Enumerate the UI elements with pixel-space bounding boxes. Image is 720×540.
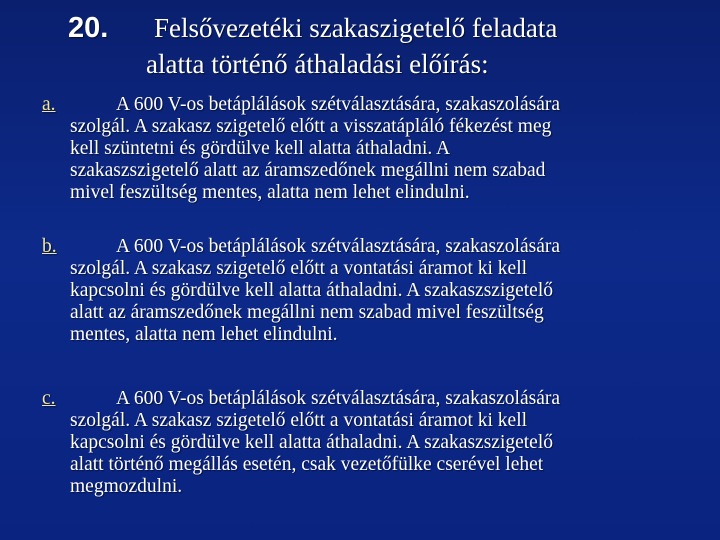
answer-option-b[interactable] [42,236,682,346]
option-text: A 600 V-os betáplálások szétválasztására, szakaszolására [116,388,561,409]
slide-title [68,10,698,82]
option-line [42,388,682,410]
option-letter-a[interactable]: a. [42,94,56,115]
answer-option-c[interactable] [42,388,682,498]
option-text: A 600 V-os betáplálások szétválasztására, szakaszolására [116,236,561,257]
title-line-2: alatta történő áthaladási előírás: [146,49,489,79]
option-text: megmozdulni. [70,476,183,497]
option-text: kell szüntetni és gördülve kell alatta áthaladni. A [70,138,451,159]
answer-option-a[interactable] [42,94,682,204]
option-text: szolgál. A szakasz szigetelő előtt a vontatási áramot ki kell [70,258,528,279]
option-text: szakaszszigetelő alatt az áramszedőnek megállni nem szabad [70,160,546,181]
question-number: 20. [68,12,109,44]
option-text: kapcsolni és gördülve kell alatta áthaladni. A szakaszszigetelő [70,280,554,301]
option-text: alatt az áramszedőnek megállni nem szabad mivel feszültség [70,302,544,323]
option-line [42,236,682,258]
option-line [42,94,682,116]
option-text: kapcsolni és gördülve kell alatta áthaladni. A szakaszszigetelő [70,432,554,453]
option-text: alatt történő megállás esetén, csak vezetőfülke cserével lehet [70,454,544,475]
option-text: mivel feszültség mentes, alatta nem lehet elindulni. [70,182,470,203]
option-text: szolgál. A szakasz szigetelő előtt a visszatápláló fékezést meg [70,116,552,137]
option-text: mentes, alatta nem lehet elindulni. [70,324,338,345]
option-text: szolgál. A szakasz szigetelő előtt a vontatási áramot ki kell [70,410,528,431]
title-line-1: Felsővezetéki szakaszigetelő feladata [154,13,558,43]
option-letter-c[interactable]: c. [42,388,56,409]
option-text: A 600 V-os betáplálások szétválasztására, szakaszolására [116,94,561,115]
option-letter-b[interactable]: b. [42,236,57,257]
